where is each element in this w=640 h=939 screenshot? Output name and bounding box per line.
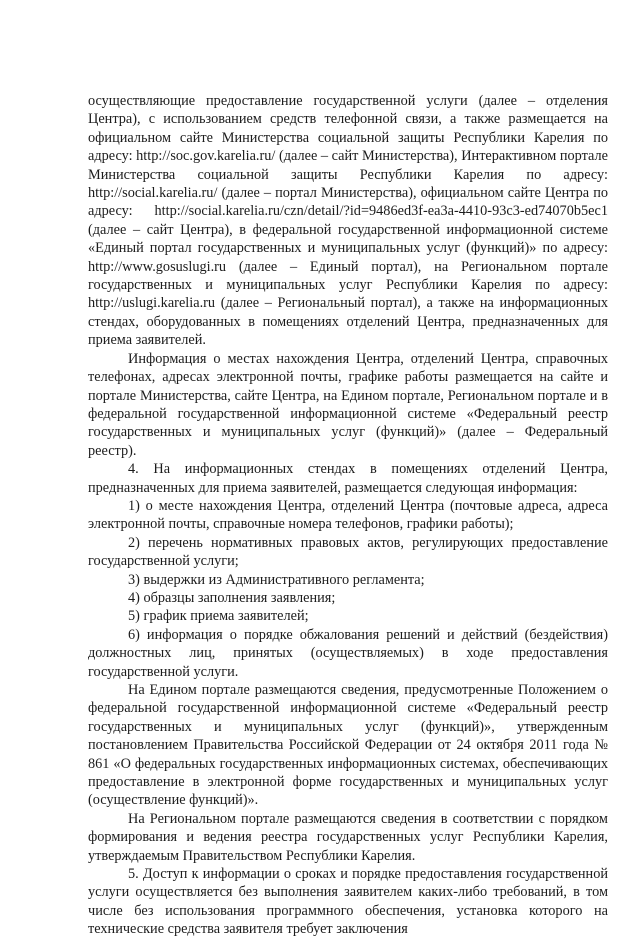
- list-item-3: 3) выдержки из Административного регламента;: [128, 571, 425, 588]
- list-item-6: 6) информация о порядке обжалования решений и действий (бездействия) должностных лиц, принятых (осуществляемых) в ходе предоставления государственной услуги.: [88, 626, 608, 680]
- document-body: [88, 92, 608, 939]
- paragraph-unified-portal: На Едином портале размещаются сведения, предусмотренные Положением о федеральной государственной информационной системе «Федеральный реестр государственных и муниципальных услуг (функций)», утвержденным постановлением Правительства Российской Федерации от 24 октября 2011 года № 861 «О федеральных государственных информационных системах, обеспечивающих предоставление в электронной форме государственных и муниципальных услуг (осуществление функций)».: [88, 682, 608, 809]
- list-item-2: 2) перечень нормативных правовых актов, регулирующих предоставление государственной услуги;: [88, 534, 608, 570]
- paragraph-location-info: Информация о местах нахождения Центра, отделений Центра, справочных телефонах, адресах электронной почты, графике работы размещается на сайте и портале Министерства, сайте Центра, на Едином портале, Региональном портале и в федеральной государственной информационной системе «Федеральный реестр государственных и муниципальных услуг (функций)» (далее – Федеральный реестр).: [88, 350, 608, 459]
- list-item-4: 4) образцы заполнения заявления;: [128, 589, 336, 606]
- paragraph-item-5: 5. Доступ к информации о сроках и порядке предоставления государственной услуги осуществляется без выполнения заявителем каких-либо требований, в том числе без использования программного обеспечения, установка которого на технические средства заявителя требует заключения: [88, 866, 608, 938]
- list-item-5: 5) график приема заявителей;: [128, 608, 309, 625]
- paragraph-item-4: 4. На информационных стендах в помещениях отделений Центра, предназначенных для приема заявителей, размещается следующая информация:: [88, 461, 608, 496]
- list-item-1: 1) о месте нахождения Центра, отделений Центра (почтовые адреса, адреса электронной почты, справочные номера телефонов, графики работы);: [88, 497, 608, 533]
- paragraph-regional-portal: На Региональном портале размещаются сведения в соответствии с порядком формирования и ведения реестра государственных услуг Республики Карелия, утверждаемым Правительством Республики Карелия.: [88, 810, 608, 864]
- paragraph-continuation: осуществляющие предоставление государственной услуги (далее – отделения Центра), с использованием средств телефонной связи, а также размещается на официальном сайте Министерства социальной защиты Республики Карелия по адресу: http://soc.gov.karelia.ru/ (далее – сайт Министерства), Интерактивном портале Министерства социальной защиты Республики Карелия по адресу: http://social.karelia.ru/ (далее – портал Министерства), официальном сайте Центра по адресу: http://social.karelia.ru/czn/detail/?id=9486ed3f-ea3a-4410-93c3-ed74070b5ec1 (далее – сайт Центра), в федеральной государственной информационной системе «Единый портал государственных и муниципальных услуг (функций)» по адресу: http://www.gosuslugi.ru (далее – Единый портал), на Региональном портале государственных и муниципальных услуг Республики Карелия по адресу: http://uslugi.karelia.ru (далее – Региональный портал), а также на информационных стендах, оборудованных в помещениях отделений Центра, предназначенных для приема заявителей.: [88, 93, 608, 349]
